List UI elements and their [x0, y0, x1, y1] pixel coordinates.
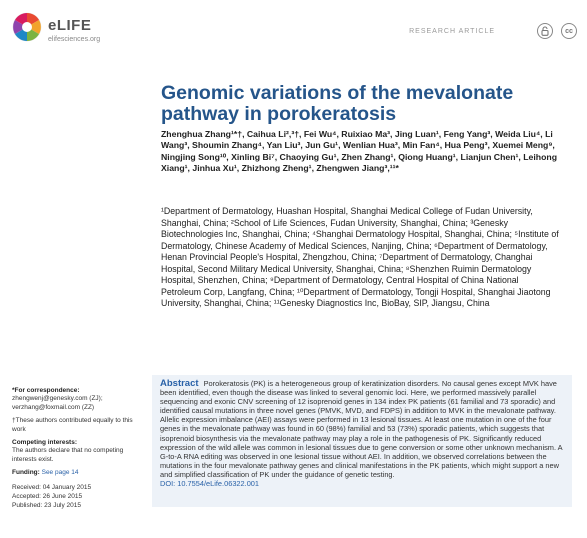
abstract-doi[interactable]: DOI: 10.7554/eLife.06322.001 [160, 479, 260, 489]
elife-logo-icon [12, 12, 42, 42]
affiliations: ¹Department of Dermatology, Huashan Hospital, Shanghai Medical College of Fudan University, Shanghai, China; ²School of Life Sciences, Fudan University, Shanghai, China; ³Genesky Biotechnologies Inc, Shanghai, China; ⁴Shanghai Dermatology Hospital, Shanghai, China; ⁵Institute of Dermatology, Chinese Academy of Medical Sciences, Nanjing, China; ⁶Department of Dermatology, Henan Provincial People's Hospital, Zhengzhou, China; ⁷Department of Dermatology, Changhai Hospital, Second Military Medical University, Shanghai, China; ⁸Shenzhen Ruimin Dermatology Hospital, Shenzhen, China; ⁹Department of Dermatology, Central Hospital of China National Petroleum Corp, Langfang, China; ¹⁰Department of Dermatology, Tongji Hospital, Shanghai Jiaotong University, Shanghai, China; ¹¹Genesky Diagnostics Inc, BioBay, SIP, Jiangsu, China [161, 206, 559, 308]
creative-commons-icon[interactable] [561, 23, 577, 39]
abstract-text: Porokeratosis (PK) is a heterogeneous group of keratinization disorders. No causal genes except MVK have been identified, even though the disease was linked to several genomic loci. Here, we performed massively parallel sequencing and exonic CNV screening of 12 isoprenoid genes in 134 index PK patients (61 familial and 73 sporadic) and identified causal mutations in three novel genes (PMVK, MVD, and FDPS) in addition to MVK in the mevalonate pathway. Allelic expression imbalance (AEI) assays were performed in 13 lesional tissues. At least one mutation in one of the four genes in the mevalonate pathway was found in 60 (98%) familial and 53 (73%) sporadic patients, which suggests that isoprenoid biosynthesis via the mevalonate pathway may play a role in the pathogenesis of PK. Significantly reduced expression of the wild allele was common in lesional tissues due to gene conversion or some other unknown mechanism. A G-to-A RNA editing was observed in one lesional tissue without AEI. In addition, we observed correlations between the mutations in the four mevalonate pathway genes and clinical manifestations in the PK patients, which might support a new and simplified classification of PK under the guidance of genetic testing. [160, 379, 563, 479]
elife-logo[interactable] [12, 12, 162, 52]
accepted-date: Accepted: 26 June 2015 [12, 492, 83, 500]
abstract-box [152, 375, 572, 507]
article-header [409, 22, 577, 40]
correspondence-heading: *For correspondence: [12, 387, 80, 394]
article-sidebar [12, 387, 142, 510]
funding-label: Funding: [12, 469, 40, 477]
competing-interests [12, 439, 142, 464]
received-date: Received: 04 January 2015 [12, 483, 92, 491]
article-type: RESEARCH ARTICLE [409, 27, 495, 35]
published-date: Published: 23 July 2015 [12, 501, 82, 509]
equal-contribution-note: †These authors contributed equally to this work [12, 417, 133, 433]
open-access-icon[interactable] [537, 23, 553, 39]
correspondence [12, 387, 142, 412]
correspondence-emails[interactable]: zhengwenj@genesky.com (ZJ); verzhang@foxmail.com (ZZ) [12, 395, 103, 411]
publication-dates [12, 483, 142, 510]
creative-commons-label: cc [565, 27, 573, 35]
brand-url[interactable]: elifesciences.org [48, 36, 101, 43]
article-title: Genomic variations of the mevalonate pathway in porokeratosis [161, 82, 514, 125]
brand-name: eLIFE [48, 17, 92, 34]
competing-heading: Competing interests: [12, 439, 78, 447]
author-list: Zhenghua Zhang¹*†, Caihua Li²,³†, Fei Wu⁴, Ruixiao Ma³, Jing Luan¹, Feng Yang³, Weida Liu⁴, Li Wang³, Shoumin Zhang⁴, Yan Liu³, Jun Gu¹, Wenlian Hua³, Min Fan⁴, Hua Peng³, Xuemei Meng⁹, Ningjing Song¹⁰, Xinling Bi⁷, Chaoying Gu¹, Zhen Zhang¹, Qiong Huang¹, Lianjun Chen¹, Leihong Xiang¹, Jinhua Xu¹, Zhizhong Zheng¹, Zhengwen Jiang³,¹¹* [161, 129, 558, 174]
funding [12, 469, 142, 477]
abstract-label: Abstract [160, 378, 199, 389]
open-access-lock-glyph [541, 26, 549, 36]
funding-link[interactable]: See page 14 [41, 469, 79, 477]
competing-text: The authors declare that no competing interests exist. [12, 447, 124, 463]
